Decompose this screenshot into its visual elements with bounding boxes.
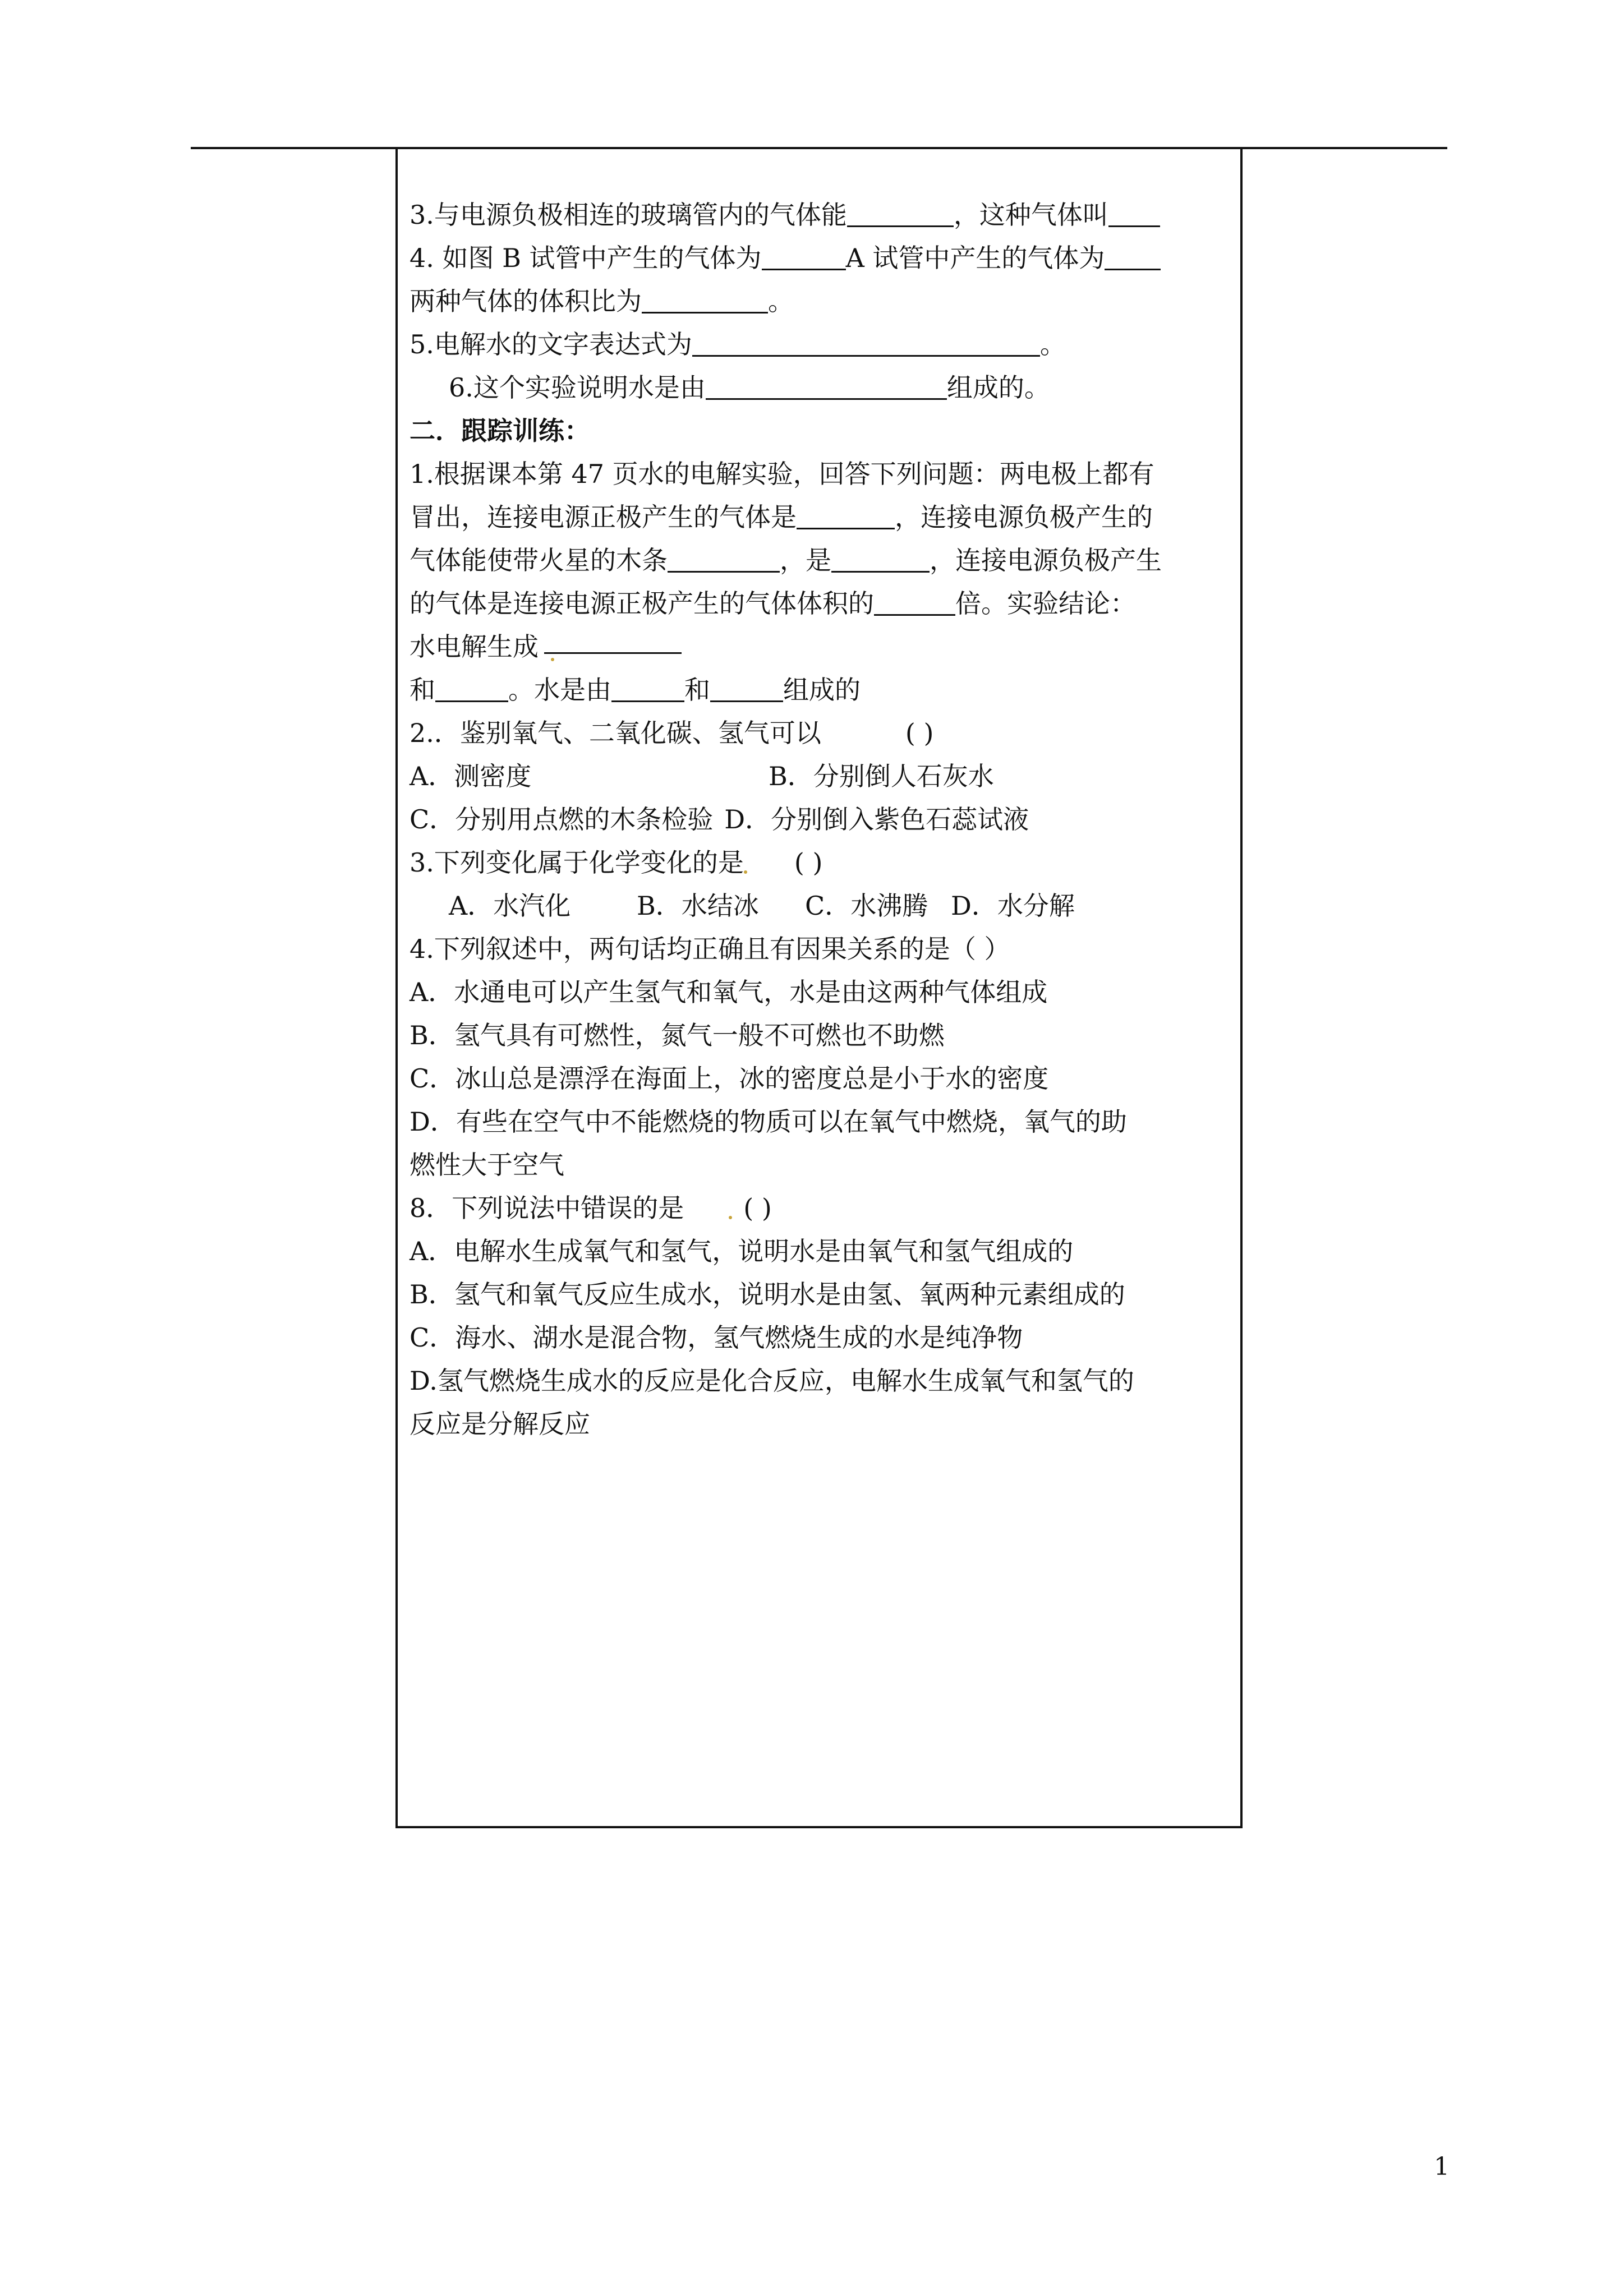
- t1-line-2: [410, 496, 1240, 539]
- t1-blank-6[interactable]: [435, 677, 508, 702]
- t1-blank-8[interactable]: [710, 677, 783, 702]
- q4-line-1: [410, 237, 1240, 280]
- t1-blank-5[interactable]: [544, 629, 682, 654]
- t3-answer-paren[interactable]: ( ): [794, 847, 823, 878]
- t4-stem: 4.下列叙述中，两句话均正确且有因果关系的是（ ）: [410, 934, 1010, 964]
- t2-options-ab: [410, 755, 1240, 798]
- t2-option-b: B．分别倒人石灰水: [769, 761, 994, 791]
- t2-options-cd: [410, 798, 1240, 841]
- section-2-title: 二．跟踪训练：: [410, 416, 590, 446]
- t1-blank-3[interactable]: [831, 547, 930, 573]
- t8-option-d-line-1: D.氢气燃烧生成水的反应是化合反应，电解水生成氧气和氢气的: [410, 1366, 1134, 1396]
- q6-text-a: 6.这个实验说明水是由: [449, 372, 706, 403]
- t1-text-l6b: 。水是由: [508, 675, 611, 705]
- t1-text-l2a: 冒出，连接电源正极产生的气体是: [410, 502, 797, 532]
- t2-option-d: D．分别倒入紫色石蕊试液: [724, 804, 1029, 835]
- q3-line: [410, 193, 1240, 237]
- t2-stem: 2.．鉴别氧气、二氧化碳、氢气可以: [410, 718, 821, 748]
- t1-blank-2[interactable]: [668, 547, 780, 573]
- t1-blank-7[interactable]: [611, 677, 684, 702]
- t4-option-d-line-1: D．有些在空气中不能燃烧的物质可以在氧气中燃烧，氧气的助: [410, 1106, 1127, 1137]
- q3-blank-2[interactable]: [1108, 202, 1160, 227]
- t3-option-d: D．水分解: [951, 891, 1075, 921]
- q3-text-b: ，这种气体叫: [953, 200, 1108, 230]
- t8-option-d-line-2: 反应是分解反应: [410, 1409, 590, 1439]
- q4-text-a: 4. 如图 B 试管中产生的气体为: [410, 243, 762, 273]
- q5-line: [410, 323, 1240, 366]
- q4-text-c: 两种气体的体积比为: [410, 286, 642, 316]
- t1-text-l6c: 和: [684, 675, 710, 705]
- t1-text-l6a: 和: [410, 675, 435, 705]
- t1-text-l3c: ，连接电源负极产生: [930, 545, 1162, 575]
- t1-text-l3b: ，是: [780, 545, 831, 575]
- t1-blank-1[interactable]: [797, 504, 895, 529]
- t8-stem: 8．下列说法中错误的是: [410, 1193, 684, 1223]
- q6-text-b: 组成的。: [946, 372, 1050, 403]
- t4-option-a: A．水通电可以产生氢气和氧气，水是由这两种气体组成: [410, 977, 1048, 1007]
- q4-line-2: [410, 280, 1240, 323]
- t4-option-b: B．氢气具有可燃性，氮气一般不可燃也不助燃: [410, 1020, 945, 1050]
- t3-option-b: B．水结冰: [637, 891, 759, 921]
- t2-stem-line: [410, 712, 1240, 755]
- stray-mark: [729, 1216, 732, 1219]
- t2-option-c: C．分别用点燃的木条检验: [410, 804, 714, 835]
- q5-text-a: 5.电解水的文字表达式为: [410, 329, 692, 359]
- q5-text-b: 。: [1039, 329, 1066, 359]
- t8-answer-paren[interactable]: ( ): [743, 1193, 772, 1223]
- t1-line-5: [410, 625, 1240, 668]
- t1-text-l2b: ，连接电源负极产生的: [895, 502, 1153, 532]
- q4-blank-1[interactable]: [762, 245, 846, 270]
- t4-option-c: C．冰山总是漂浮在海面上，冰的密度总是小于水的密度: [410, 1063, 1049, 1094]
- t1-text-l5: 水电解生成: [410, 631, 539, 662]
- q5-blank[interactable]: [692, 331, 1040, 357]
- t1-text-l6d: 组成的: [783, 675, 861, 705]
- page-number: 1: [1434, 2152, 1450, 2181]
- t8-option-c: C．海水、湖水是混合物，氢气燃烧生成的水是纯净物: [410, 1322, 1023, 1353]
- t3-option-a: A．水汽化: [449, 891, 571, 921]
- t2-option-a: A．测密度: [410, 761, 532, 791]
- stray-mark: [551, 658, 554, 661]
- q6-line: [410, 366, 1240, 409]
- t1-line-6: [410, 668, 1240, 712]
- t3-options: [410, 884, 1240, 928]
- q3-blank-1[interactable]: [847, 202, 954, 227]
- stray-mark: [744, 870, 747, 874]
- q4-text-d: 。: [768, 286, 794, 316]
- q4-blank-3[interactable]: [642, 288, 768, 313]
- t3-stem-line: [410, 841, 1240, 884]
- t8-stem-line: [410, 1187, 1240, 1230]
- t1-line-1: 1.根据课本第 47 页水的电解实验，回答下列问题：两电极上都有: [410, 459, 1154, 489]
- q4-blank-2[interactable]: [1105, 245, 1161, 270]
- t1-text-l4b: 倍。实验结论：: [955, 588, 1136, 619]
- t1-text-l4a: 的气体是连接电源正极产生的气体体积的: [410, 588, 874, 619]
- t8-option-b: B．氢气和氧气反应生成水，说明水是由氢、氧两种元素组成的: [410, 1279, 1125, 1310]
- t1-line-3: [410, 539, 1240, 582]
- t1-blank-4[interactable]: [874, 591, 955, 616]
- t1-text-l3a: 气体能使带火星的木条: [410, 545, 668, 575]
- t1-line-4: [410, 582, 1240, 625]
- t4-option-d-line-2: 燃性大于空气: [410, 1150, 564, 1180]
- t3-stem: 3.下列变化属于化学变化的是: [410, 847, 744, 878]
- q4-text-b: A 试管中产生的气体为: [845, 243, 1105, 273]
- q3-text-a: 3.与电源负极相连的玻璃管内的气体能: [410, 200, 847, 230]
- t3-option-c: C．水沸腾: [805, 891, 928, 921]
- q6-blank[interactable]: [706, 375, 947, 400]
- t8-option-a: A．电解水生成氧气和氢气，说明水是由氧气和氢气组成的: [410, 1236, 1074, 1266]
- t2-answer-paren[interactable]: ( ): [905, 718, 934, 748]
- worksheet-content: [410, 193, 1240, 1446]
